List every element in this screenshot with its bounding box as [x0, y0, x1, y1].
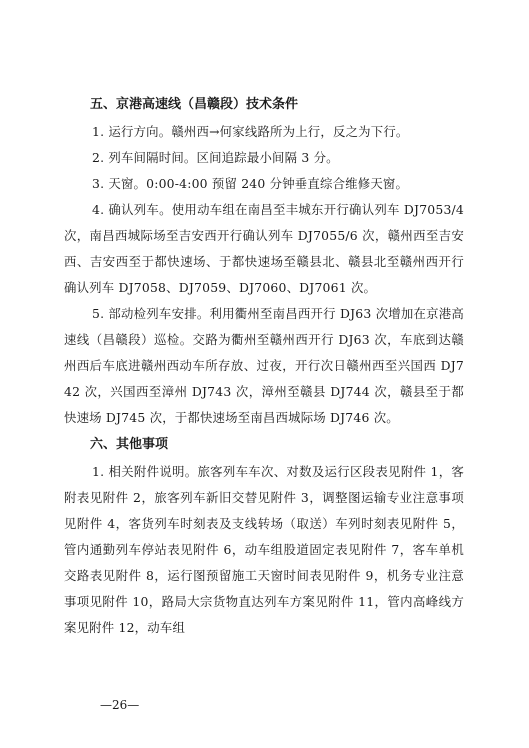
page-number: —26—	[100, 698, 140, 712]
document-body	[64, 91, 464, 641]
section5-item-5: 5. 部动检列车安排。利用衢州至南昌西开行 DJ63 次增加在京港高速线（昌赣段）巡检。交路为衢州至赣州西开行 DJ63 次，车底到达赣州西后车底进赣州西动车所存放、过夜，开行次日赣州西至兴国西 DJ742 次，兴国西至漳州 DJ743 次，漳州至赣县 DJ744 次，赣县至于都快速场 DJ745 次，于都快速场至南昌西城际场 DJ746 次。	[64, 306, 464, 425]
section5-item-1: 1. 运行方向。赣州西→何家线路所为上行，反之为下行。	[92, 124, 409, 139]
section5-item-2: 2. 列车间隔时间。区间追踪最小间隔 3 分。	[92, 150, 339, 165]
section6-item-1: 1. 相关附件说明。旅客列车车次、对数及运行区段表见附件 1，客附表见附件 2，旅客列车新旧交替见附件 3，调整图运输专业注意事项见附件 4，客货列车时刻表及支线转场（取送）车列时刻表见附件 5，管内通勤列车停站表见附件 6，动车组股道固定表见附件 7，客车单机交路表见附件 8，运行图预留施工天窗时间表见附件 9，机务专业注意事项见附件 10，路局大宗货物直达列车方案见附件 11，管内高峰线方案见附件 12，动车组	[64, 464, 464, 635]
section5-item-4: 4. 确认列车。使用动车组在南昌至丰城东开行确认列车 DJ7053/4 次，南昌西城际场至吉安西开行确认列车 DJ7055/6 次，赣州西至吉安西、吉安西至于都快速场、于都快速场至赣县北、赣县北至赣州西开行确认列车 DJ7058、DJ7059、DJ7060、DJ7061 次。	[64, 202, 464, 295]
section5-item-3: 3. 天窗。0:00-4:00 预留 240 分钟垂直综合维修天窗。	[92, 176, 409, 191]
section-heading-5: 五、京港高速线（昌赣段）技术条件	[90, 97, 299, 112]
section-heading-6: 六、其他事项	[90, 437, 169, 452]
